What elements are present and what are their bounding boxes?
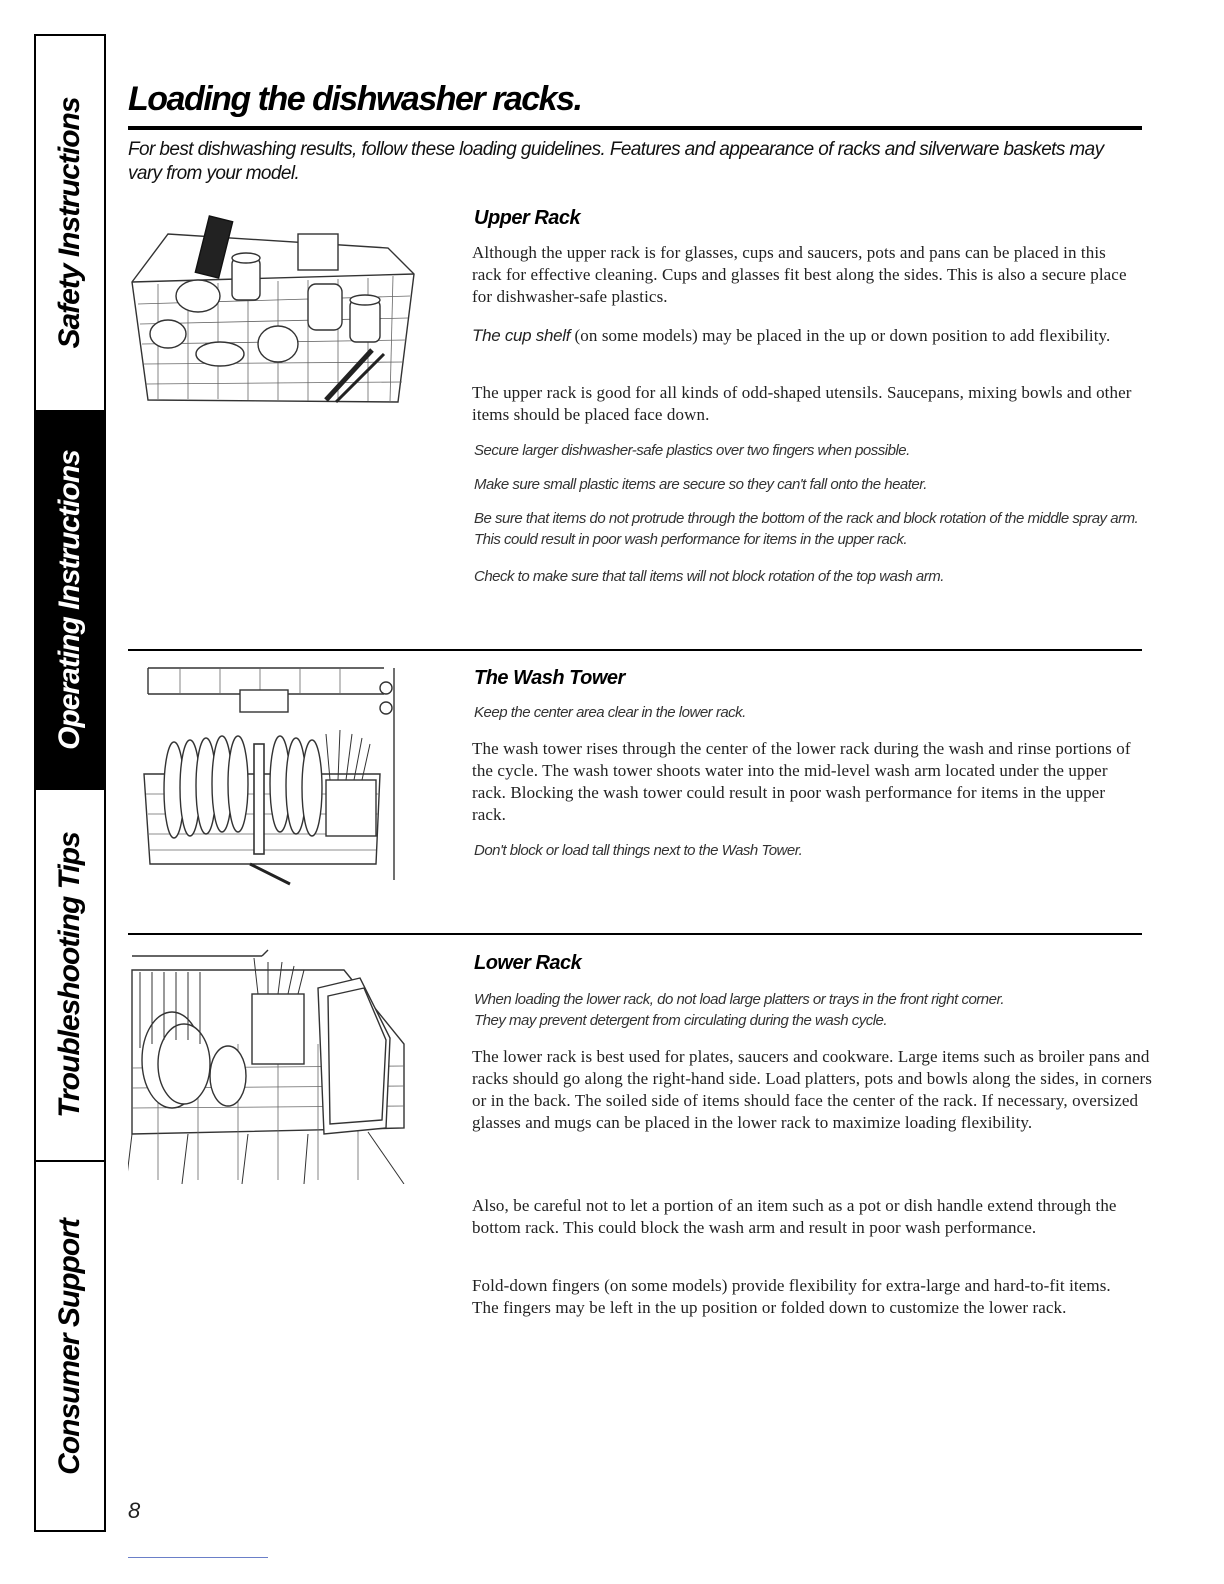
lower-rack-handle-paragraph: Also, be careful not to let a portion of an item such as a pot or dish handle extend through the bottom rack. This could block the wash arm and result in poor wash performance.	[472, 1196, 1117, 1237]
title-rule	[128, 126, 1142, 130]
lower-rack-title: Lower Rack	[474, 952, 582, 974]
tab-label: Troubleshooting Tips	[53, 832, 86, 1118]
cup-shelf-text: (on some models) may be placed in the up or down position to add flexibility.	[570, 326, 1111, 345]
upper-rack-note: Be sure that items do not protrude through the bottom of the rack and block rotation of the middle spray arm. This could result in poor wash performance for items in the upper rack.	[474, 510, 1139, 548]
page-title: Loading the dishwasher racks.	[128, 80, 582, 118]
tab-safety-instructions[interactable]	[36, 36, 104, 412]
upper-rack-cup-shelf-paragraph	[472, 325, 1132, 347]
section-divider	[128, 933, 1142, 935]
upper-rack-illustration	[128, 204, 418, 404]
tab-operating-instructions[interactable]	[36, 412, 104, 790]
upper-rack-utensils-paragraph: The upper rack is good for all kinds of odd-shaped utensils. Saucepans, mixing bowls and other items should be placed face down.	[472, 383, 1132, 424]
lower-rack-illustration	[128, 948, 410, 1184]
tab-consumer-support[interactable]	[36, 1162, 104, 1532]
wash-tower-title: The Wash Tower	[474, 667, 625, 689]
upper-rack-title: Upper Rack	[474, 207, 581, 229]
upper-rack-note: Make sure small plastic items are secure so they can't fall onto the heater.	[474, 476, 927, 493]
upper-rack-paragraph: Although the upper rack is for glasses, cups and saucers, pots and pans can be placed in this rack for effective cleaning. Cups and glasses fit best along the sides. This is also a secure place for dishwasher-safe plastics.	[472, 243, 1127, 306]
sidebar-nav	[34, 34, 106, 1532]
lower-rack-note: When loading the lower rack, do not load large platters or trays in the front right corner. They may prevent detergent from circulating during the wash cycle.	[474, 991, 1005, 1029]
page-number: 8	[128, 1498, 141, 1523]
lower-rack-paragraph: The lower rack is best used for plates, saucers and cookware. Large items such as broiler pans and racks should go along the right-hand side. Load platters, pots and bowls along the sides, in corners or in the back. The soiled side of items should face the center of the rack. If necessary, oversized glasses and mugs can be placed in the lower rack to maximize loading flexibility.	[472, 1047, 1152, 1132]
tab-label: Consumer Support	[53, 1219, 86, 1475]
footer-line	[128, 1557, 268, 1558]
tab-label: Operating Instructions	[53, 450, 86, 750]
wash-tower-paragraph: The wash tower rises through the center of the lower rack during the wash and rinse portions of the cycle. The wash tower shoots water into the mid-level wash arm located under the upper rack. Blocking the wash tower could result in poor wash performance for items in the upper rack.	[472, 739, 1131, 824]
tab-label: Safety Instructions	[53, 97, 86, 349]
tab-troubleshooting-tips[interactable]	[36, 790, 104, 1162]
wash-tower-note: Keep the center area clear in the lower rack.	[474, 704, 746, 721]
section-divider	[128, 649, 1142, 651]
cup-shelf-term: The cup shelf	[472, 326, 571, 345]
wash-tower-illustration	[130, 664, 402, 886]
upper-rack-note: Secure larger dishwasher-safe plastics over two fingers when possible.	[474, 442, 910, 459]
wash-tower-note: Don't block or load tall things next to the Wash Tower.	[474, 842, 803, 859]
lower-rack-fingers-paragraph: Fold-down fingers (on some models) provide flexibility for extra-large and hard-to-fit items. The fingers may be left in the up position or folded down to customize the lower rack.	[472, 1276, 1111, 1317]
intro-text: For best dishwashing results, follow these loading guidelines. Features and appearance of racks and silverware baskets may vary from your model.	[128, 139, 1104, 184]
upper-rack-note: Check to make sure that tall items will not block rotation of the top wash arm.	[474, 568, 944, 585]
